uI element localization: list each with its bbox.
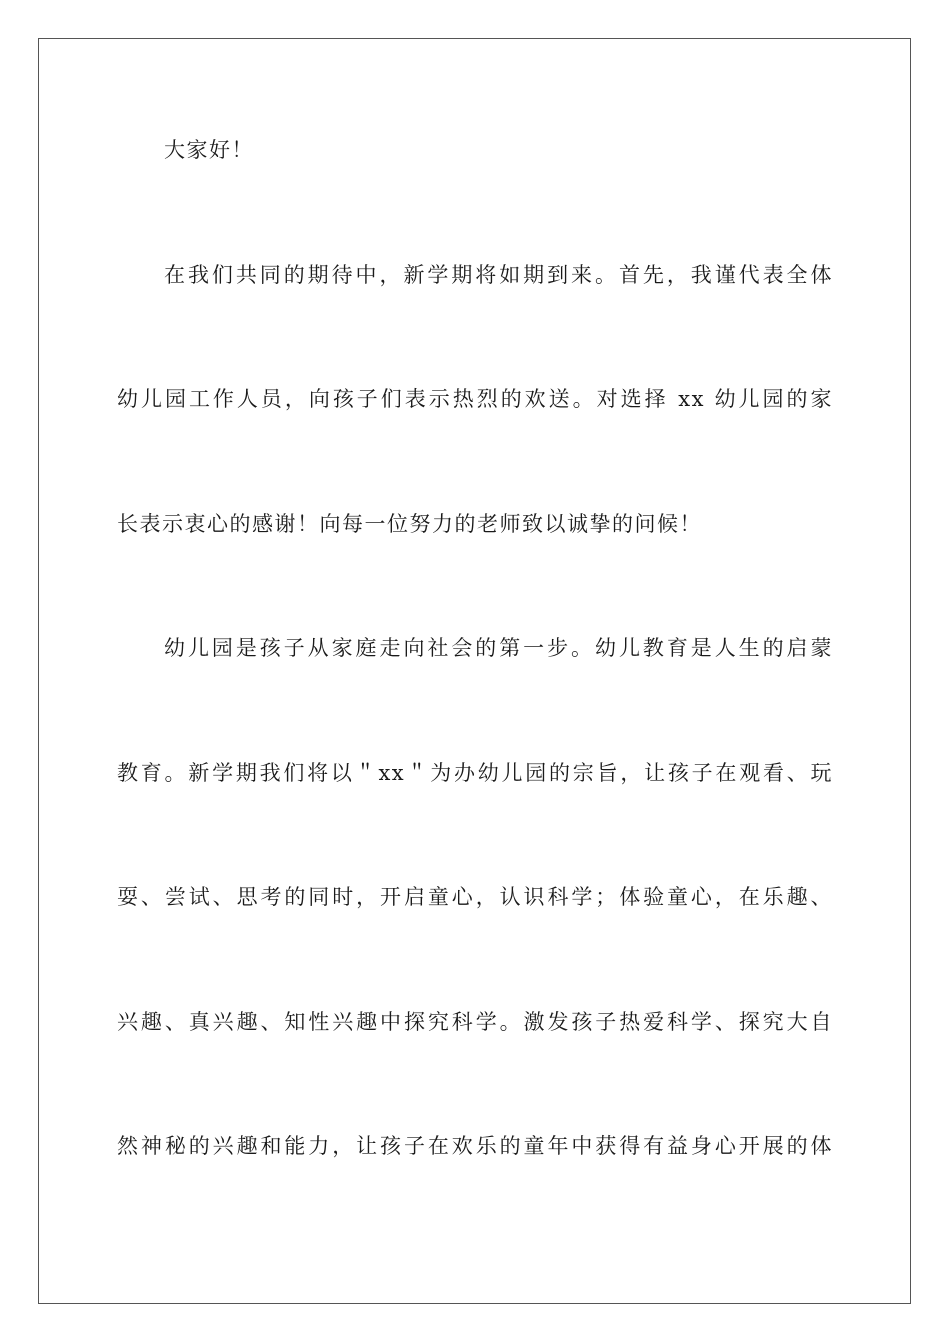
page-frame [38, 38, 911, 1304]
paragraph-1-line-1: 在我们共同的期待中，新学期将如期到来。首先，我谨代表全体 [164, 263, 833, 287]
paragraph-2-line-1: 幼儿园是孩子从家庭走向社会的第一步。幼儿教育是人生的启蒙 [164, 636, 833, 660]
greeting-line: 大家好！ [164, 138, 254, 162]
paragraph-2-line-4: 兴趣、真兴趣、知性兴趣中探究科学。激发孩子热爱科学、探究大自 [117, 1010, 833, 1034]
paragraph-2-line-2: 教育。新学期我们将以＂xx＂为办幼儿园的宗旨，让孩子在观看、玩 [117, 761, 833, 785]
paragraph-1-line-3: 长表示衷心的感谢！向每一位努力的老师致以诚挚的问候！ [117, 512, 702, 536]
paragraph-2-line-3: 耍、尝试、思考的同时，开启童心，认识科学；体验童心，在乐趣、 [117, 885, 833, 909]
paragraph-1-line-2: 幼儿园工作人员，向孩子们表示热烈的欢送。对选择 xx 幼儿园的家 [117, 387, 833, 411]
paragraph-2-line-5: 然神秘的兴趣和能力，让孩子在欢乐的童年中获得有益身心开展的体 [117, 1134, 833, 1158]
